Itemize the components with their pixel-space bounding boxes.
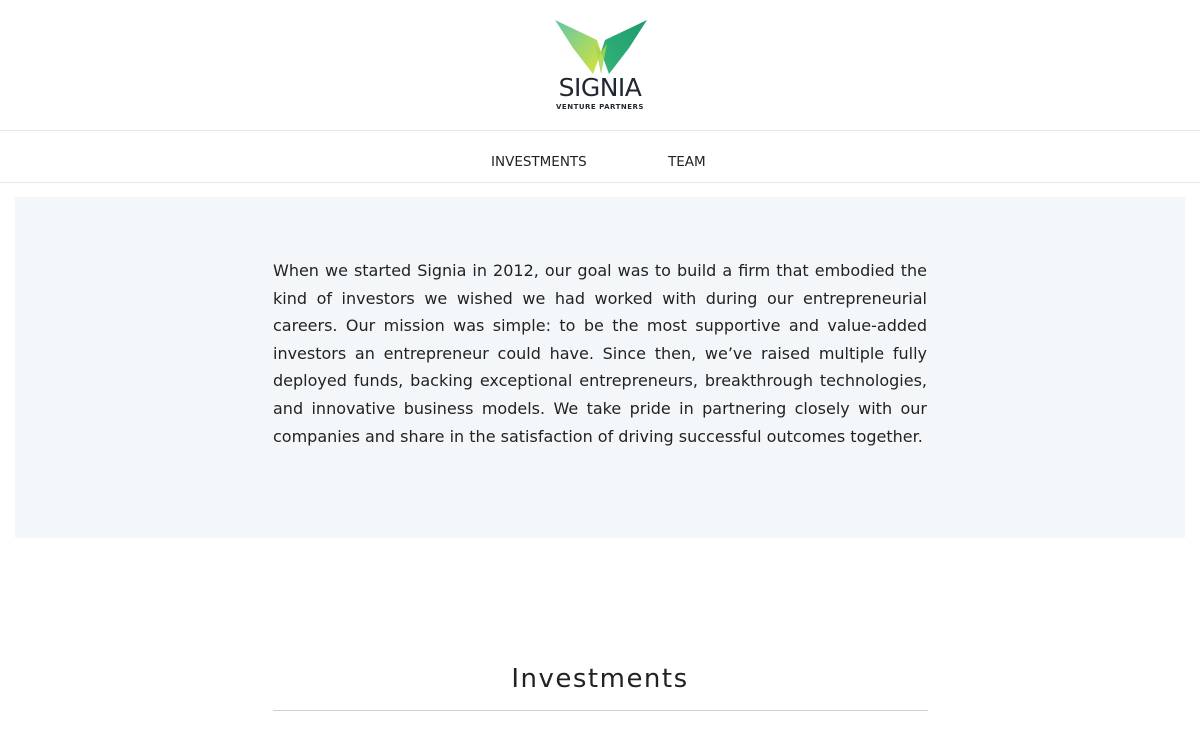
intro-section bbox=[15, 197, 1185, 538]
intro-paragraph: When we started Signia in 2012, our goal was to build a firm that embodied the kind of investors we wished we had worked with during our entrepreneurial careers. Our mission was simple: to be the most supportive and value-added investors an entrepreneur could have. Since then, we’ve raised multiple fully deployed funds, backing exceptional entrepreneurs, breakthrough technologies, and innovative business models. We take pride in partnering closely with our companies and share in the satisfaction of driving successful outcomes together. bbox=[273, 261, 927, 446]
logo-wordmark: SIGNIA bbox=[558, 73, 642, 102]
signia-logo-icon bbox=[555, 18, 647, 76]
site-header bbox=[0, 0, 1200, 130]
signia-logo[interactable] bbox=[540, 16, 660, 116]
main-nav bbox=[0, 130, 1200, 183]
section-divider bbox=[273, 710, 928, 711]
nav-item-investments[interactable]: INVESTMENTS bbox=[491, 154, 587, 170]
nav-item-team[interactable]: TEAM bbox=[668, 154, 706, 170]
logo-subtitle: VENTURE PARTNERS bbox=[556, 103, 644, 111]
investments-heading: Investments bbox=[511, 664, 689, 694]
